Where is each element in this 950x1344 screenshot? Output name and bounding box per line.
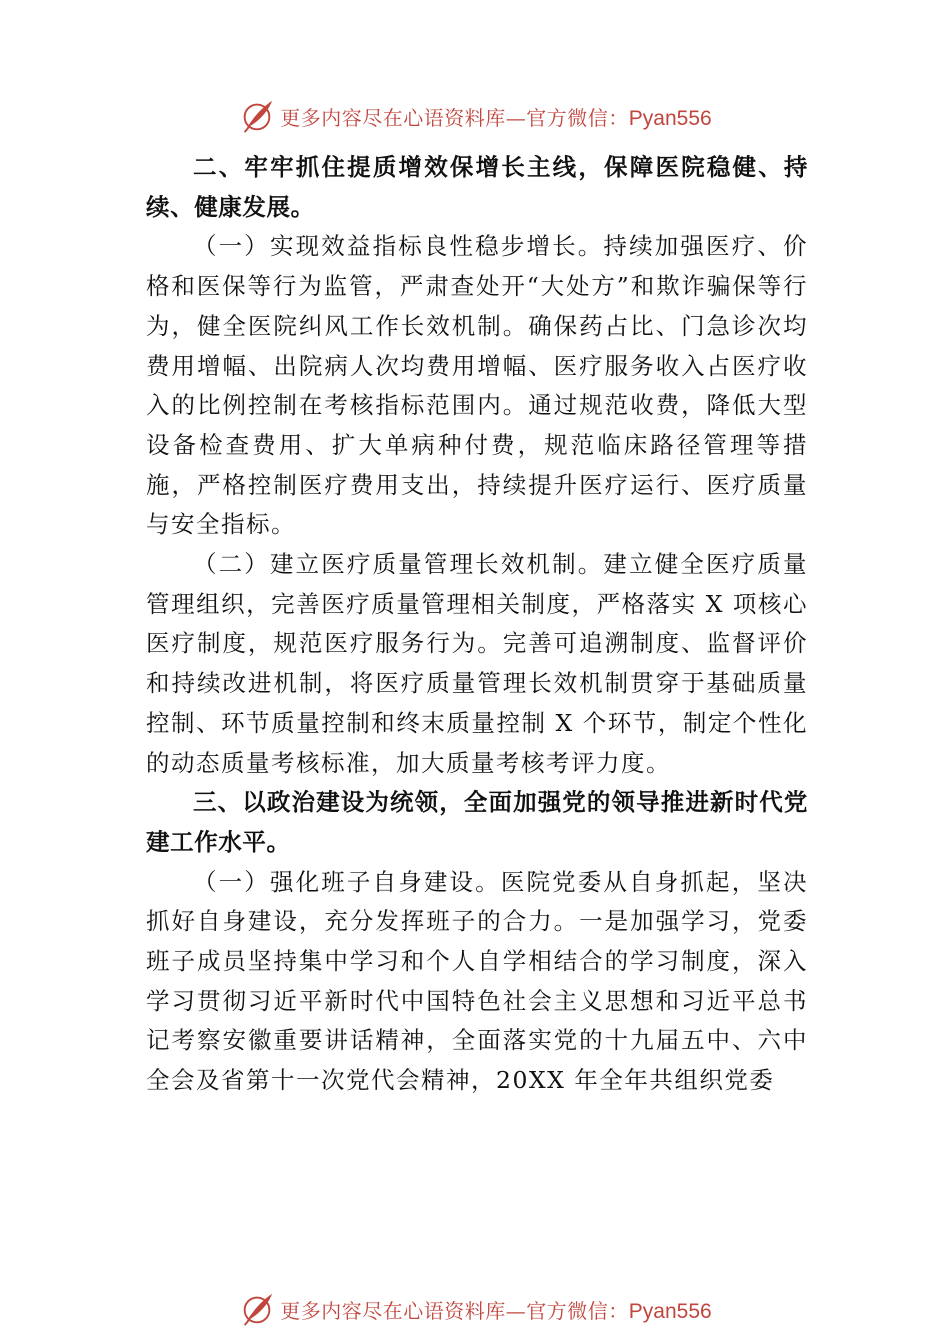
watermark-caption: 更多内容尽在心语资料库—官方微信： xyxy=(280,105,629,130)
quill-logo-icon xyxy=(238,1290,276,1328)
paragraph-benefit-indicators: （一）实现效益指标良性稳步增长。持续加强医疗、价格和医保等行为监管，严肃查处开“大处方”和欺诈骗保等行为，健全医院纠风工作长效机制。确保药占比、门急诊次均费用增幅、出院病人次均费用增幅、医疗服务收入占医疗收入的比例控制在考核指标范围内。通过规范收费，降低大型设备检查费用、扩大单病种付费，规范临床路径管理等措施，严格控制医疗费用支出，持续提升医疗运行、医疗质量与安全指标。 xyxy=(146,232,808,539)
header-watermark xyxy=(0,94,950,138)
quill-logo-icon xyxy=(238,97,276,135)
watermark-wechat-id: Pyan556 xyxy=(628,1299,712,1323)
paragraph-team-building: （一）强化班子自身建设。医院党委从自身抓起，坚决抓好自身建设，充分发挥班子的合力。一是加强学习，党委班子成员坚持集中学习和个人自学相结合的学习制度，深入学习贯彻习近平新时代中国特色社会主义思想和习近平总书记考察安徽重要讲话精神，全面落实党的十九届五中、六中全会及省第十一次党代会精神，20XX 年全年共组织党委 xyxy=(146,867,808,1095)
watermark-wechat-id: Pyan556 xyxy=(628,106,712,130)
section-heading-two: 二、牢牢抓住提质增效保增长主线，保障医院稳健、持续、健康发展。 xyxy=(146,153,808,221)
watermark-text xyxy=(280,1295,711,1324)
section-heading-three: 三、以政治建设为统领，全面加强党的领导推进新时代党建工作水平。 xyxy=(146,788,808,856)
document-body xyxy=(146,148,808,1101)
watermark-caption: 更多内容尽在心语资料库—官方微信： xyxy=(280,1298,629,1323)
watermark-text xyxy=(280,102,711,131)
paragraph-quality-mechanism: （二）建立医疗质量管理长效机制。建立健全医疗质量管理组织，完善医疗质量管理相关制度，严格落实 X 项核心医疗制度，规范医疗服务行为。完善可追溯制度、监督评价和持续改进机制，将医疗质量管理长效机制贯穿于基础质量控制、环节质量控制和终末质量控制 X 个环节，制定个性化的动态质量考核标准，加大质量考核考评力度。 xyxy=(146,550,808,777)
footer-watermark xyxy=(0,1287,950,1331)
